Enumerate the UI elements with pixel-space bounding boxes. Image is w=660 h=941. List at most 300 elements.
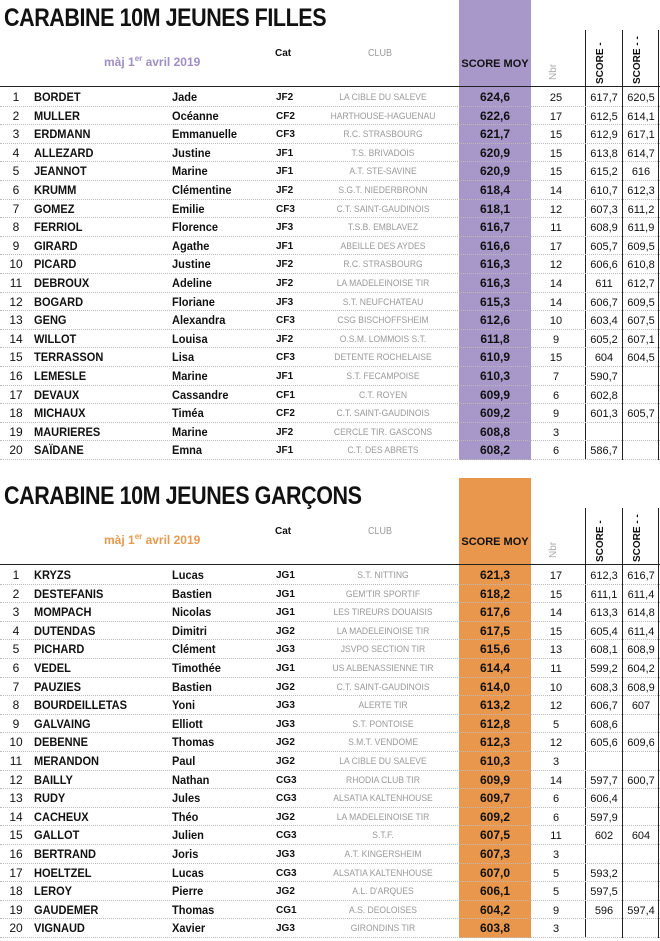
category-cell: JF3 <box>276 296 294 308</box>
boys-update-sup: er <box>134 532 143 541</box>
rank-cell: 3 <box>12 605 20 620</box>
score-minus-2-cell: 611,9 <box>627 222 655 235</box>
average-score-cell: 620,9 <box>479 164 511 179</box>
firstname-cell: Jade <box>172 90 198 104</box>
club-cell: LES TIREURS DOUAISIS <box>333 607 433 619</box>
score-minus-1-cell: 604 <box>594 352 614 365</box>
girls-header-nbr: Nbr <box>548 63 559 80</box>
category-cell: JG1 <box>276 588 295 600</box>
score-minus-2-cell: 608,9 <box>627 644 655 657</box>
count-cell: 5 <box>552 886 560 899</box>
average-score-cell: 614,4 <box>479 661 511 675</box>
surname-cell: PICHARD <box>34 642 85 657</box>
average-score-cell: 612,8 <box>479 716 511 731</box>
firstname-cell: Nicolas <box>172 605 212 620</box>
count-cell: 3 <box>552 849 560 861</box>
girls-update-prefix: màj 1 <box>104 55 135 69</box>
average-score-cell: 617,6 <box>479 605 511 620</box>
category-cell: CF2 <box>276 110 295 122</box>
club-cell: US ALBENASSIENNE TIR <box>332 663 434 674</box>
club-cell: C.T. SAINT-GAUDINOIS <box>336 681 430 693</box>
count-cell: 10 <box>549 315 563 328</box>
firstname-cell: Bastien <box>172 679 212 694</box>
category-cell: CF1 <box>276 389 295 401</box>
category-cell: CF3 <box>276 129 295 141</box>
surname-cell: MERANDON <box>34 754 100 768</box>
firstname-cell: Emna <box>172 443 203 458</box>
count-cell: 25 <box>549 92 563 104</box>
rank-cell: 19 <box>9 424 23 439</box>
category-cell: CG1 <box>276 904 297 916</box>
score-minus-1-cell: 606,4 <box>590 793 618 806</box>
count-cell: 14 <box>549 774 563 787</box>
score-minus-2-cell: 620,5 <box>627 92 655 104</box>
count-cell: 15 <box>549 625 563 638</box>
rank-cell: 12 <box>9 294 23 309</box>
category-cell: JG3 <box>276 849 295 860</box>
category-cell: JG2 <box>276 737 295 749</box>
average-score-cell: 613,2 <box>479 698 511 713</box>
category-cell: CF3 <box>276 203 295 215</box>
score-minus-2-cell: 597,4 <box>627 904 655 917</box>
rank-cell: 14 <box>9 809 23 824</box>
boys-table-row <box>0 789 660 808</box>
club-cell: LA CIBLE DU SALEVE <box>339 756 427 767</box>
girls-table-row <box>0 255 660 274</box>
score-minus-1-cell: 597,7 <box>590 774 618 787</box>
count-cell: 14 <box>549 185 563 197</box>
firstname-cell: Océanne <box>172 108 219 123</box>
average-score-cell: 610,3 <box>479 754 511 768</box>
rank-cell: 8 <box>12 698 20 713</box>
category-cell: CF3 <box>276 315 295 327</box>
count-cell: 6 <box>552 389 560 402</box>
score-minus-1-cell: 599,2 <box>590 663 618 675</box>
category-cell: JG3 <box>276 923 295 935</box>
category-cell: JF1 <box>276 240 294 252</box>
club-cell: C.T. SAINT-GAUDINOIS <box>336 408 430 420</box>
score-minus-2-cell: 607 <box>631 700 651 713</box>
firstname-cell: Alexandra <box>172 313 226 328</box>
girls-table-row <box>0 200 660 219</box>
surname-cell: DEBENNE <box>34 735 88 750</box>
count-cell: 6 <box>552 811 560 824</box>
girls-header-score-2: SCORE - - <box>632 36 643 84</box>
average-score-cell: 616,7 <box>479 220 511 235</box>
club-cell: A.L. D'ARQUES <box>352 886 414 898</box>
score-minus-1-cell: 606,7 <box>590 700 618 713</box>
count-cell: 9 <box>552 904 560 917</box>
average-score-cell: 609,2 <box>479 406 511 421</box>
average-score-cell: 609,2 <box>479 809 511 824</box>
score-minus-1-cell: 605,4 <box>590 625 618 638</box>
average-score-cell: 610,3 <box>479 369 511 383</box>
count-cell: 11 <box>550 663 562 675</box>
average-score-cell: 603,8 <box>479 921 511 936</box>
firstname-cell: Nathan <box>172 772 210 787</box>
girls-header-cat: Cat <box>275 48 292 59</box>
average-score-cell: 607,3 <box>479 847 511 861</box>
score-minus-1-cell: 610,7 <box>590 185 618 197</box>
count-cell: 3 <box>552 923 560 936</box>
boys-table-row <box>0 733 660 752</box>
average-score-cell: 624,6 <box>479 90 511 104</box>
score-minus-2-cell: 612,3 <box>627 185 655 197</box>
score-minus-2-cell: 616 <box>631 166 651 179</box>
firstname-cell: Emilie <box>172 201 205 216</box>
count-cell: 5 <box>552 718 560 731</box>
club-cell: JSVPO SECTION TIR <box>340 644 426 656</box>
category-cell: JG2 <box>276 756 295 767</box>
score-minus-1-cell: 617,7 <box>590 92 618 104</box>
club-cell: O.S.M. LOMMOIS S.T. <box>339 333 427 345</box>
category-cell: CF2 <box>276 408 295 420</box>
girls-table-row <box>0 404 660 423</box>
club-cell: C.T. ROYEN <box>359 389 407 401</box>
surname-cell: MICHAUX <box>34 406 86 421</box>
girls-header-divider <box>0 86 660 87</box>
firstname-cell: Xavier <box>172 921 206 936</box>
count-cell: 7 <box>552 371 560 383</box>
average-score-cell: 608,8 <box>479 424 511 439</box>
score-minus-2-cell: 616,7 <box>627 570 655 582</box>
club-cell: RHODIA CLUB TIR <box>346 774 420 786</box>
score-minus-1-cell: 597,5 <box>590 886 618 899</box>
firstname-cell: Clémentine <box>172 183 232 197</box>
club-cell: ABEILLE DES AYDES <box>340 240 426 252</box>
firstname-cell: Paul <box>172 754 196 768</box>
girls-table-row <box>0 237 660 256</box>
boys-update-prefix: màj 1 <box>104 533 135 547</box>
surname-cell: KRUMM <box>34 183 77 197</box>
surname-cell: TERRASSON <box>34 350 104 365</box>
category-cell: JG1 <box>276 663 295 674</box>
rank-cell: 20 <box>9 921 23 936</box>
category-cell: JF1 <box>276 445 294 457</box>
category-cell: CG3 <box>276 830 297 842</box>
score-minus-1-cell: 605,7 <box>590 240 618 253</box>
firstname-cell: Thomas <box>172 735 215 750</box>
surname-cell: GOMEZ <box>34 201 75 216</box>
boys-update-suffix: avril 2019 <box>142 533 201 547</box>
score-minus-2-cell: 614,1 <box>627 110 655 123</box>
score-minus-2-cell: 604 <box>631 830 651 843</box>
girls-table-row <box>0 293 660 312</box>
category-cell: CG3 <box>276 774 297 786</box>
surname-cell: DEBROUX <box>34 276 90 290</box>
score-minus-1-cell: 603,4 <box>590 315 618 328</box>
score-minus-2-cell: 607,1 <box>627 333 655 346</box>
count-cell: 3 <box>552 426 560 439</box>
average-score-cell: 612,6 <box>479 313 511 328</box>
score-minus-1-cell: 608,3 <box>590 681 618 694</box>
firstname-cell: Marine <box>172 369 208 383</box>
score-minus-2-cell: 607,5 <box>627 315 655 328</box>
count-cell: 15 <box>549 129 563 142</box>
rank-cell: 6 <box>12 183 20 197</box>
category-cell: JG2 <box>276 625 295 637</box>
rank-cell: 16 <box>9 847 23 861</box>
average-score-cell: 617,5 <box>479 623 511 638</box>
score-minus-1-cell: 596 <box>594 904 614 917</box>
rank-cell: 10 <box>9 257 23 272</box>
boys-table-row <box>0 771 660 790</box>
average-score-cell: 616,3 <box>479 276 511 290</box>
count-cell: 14 <box>549 296 563 309</box>
rank-cell: 15 <box>9 828 23 843</box>
girls-header-score-1: SCORE - <box>595 42 606 84</box>
row-separator <box>0 937 660 938</box>
surname-cell: BOGARD <box>34 294 84 309</box>
score-minus-2-cell: 609,5 <box>627 296 655 309</box>
score-minus-1-cell: 597,9 <box>590 811 618 824</box>
count-cell: 11 <box>550 830 562 843</box>
rank-cell: 9 <box>12 716 20 731</box>
firstname-cell: Thomas <box>172 902 215 917</box>
firstname-cell: Dimitri <box>172 623 207 638</box>
score-minus-1-cell: 590,7 <box>590 371 618 383</box>
count-cell: 14 <box>549 607 563 620</box>
average-score-cell: 610,9 <box>479 350 511 365</box>
boys-header-score: SCORE MOY <box>461 536 529 548</box>
rank-cell: 11 <box>9 754 23 768</box>
surname-cell: FERRIOL <box>34 220 83 235</box>
rank-cell: 16 <box>9 369 23 383</box>
surname-cell: DESTEFANIS <box>34 586 104 601</box>
boys-table-row <box>0 659 660 678</box>
surname-cell: MOMPACH <box>34 605 92 620</box>
score-minus-2-cell: 605,7 <box>627 408 655 421</box>
rank-cell: 7 <box>12 201 20 216</box>
girls-table-row <box>0 218 660 237</box>
score-minus-2-cell: 604,2 <box>627 663 655 675</box>
club-cell: C.T. DES ABRETS <box>347 445 419 457</box>
category-cell: CF3 <box>276 352 295 364</box>
average-score-cell: 620,9 <box>479 145 511 160</box>
boys-table-row <box>0 622 660 641</box>
girls-update-date <box>104 54 200 69</box>
firstname-cell: Cassandre <box>172 387 229 402</box>
rank-cell: 12 <box>9 772 23 787</box>
category-cell: CG3 <box>276 867 297 879</box>
rank-cell: 10 <box>9 735 23 750</box>
surname-cell: MULLER <box>34 108 80 123</box>
boys-table-row <box>0 901 660 920</box>
score-minus-1-cell: 611 <box>595 278 613 290</box>
average-score-cell: 618,1 <box>479 201 511 216</box>
score-minus-2-cell: 608,9 <box>627 681 655 694</box>
boys-table-row <box>0 640 660 659</box>
score-minus-1-cell: 605,6 <box>590 737 618 750</box>
club-cell: LA MADELEINOISE TIR <box>336 278 430 289</box>
surname-cell: VIGNAUD <box>34 921 85 936</box>
surname-cell: BOURDEILLETAS <box>34 698 128 713</box>
surname-cell: MAURIERES <box>34 424 101 439</box>
category-cell: JG2 <box>276 886 295 898</box>
surname-cell: WILLOT <box>34 331 77 346</box>
category-cell: JF2 <box>276 426 294 438</box>
score-minus-2-cell: 611,4 <box>627 625 655 638</box>
count-cell: 12 <box>549 259 563 272</box>
average-score-cell: 607,0 <box>479 865 511 880</box>
club-cell: S.M.T. VENDOME <box>348 737 418 749</box>
surname-cell: DEVAUX <box>34 387 80 402</box>
boys-update-date <box>104 532 200 547</box>
count-cell: 12 <box>549 737 563 750</box>
average-score-cell: 609,9 <box>479 387 511 402</box>
average-score-cell: 612,3 <box>479 735 511 750</box>
score-minus-1-cell: 608,1 <box>590 644 618 657</box>
firstname-cell: Adeline <box>172 276 212 290</box>
count-cell: 15 <box>549 166 563 179</box>
girls-update-suffix: avril 2019 <box>142 55 201 69</box>
boys-table-row <box>0 919 660 938</box>
count-cell: 13 <box>549 644 563 657</box>
average-score-cell: 615,3 <box>479 294 511 309</box>
boys-header-club: CLUB <box>368 526 393 537</box>
rank-cell: 19 <box>9 902 23 917</box>
boys-header-nbr: Nbr <box>548 541 559 558</box>
firstname-cell: Justine <box>172 145 211 160</box>
surname-cell: BORDET <box>34 90 81 104</box>
score-minus-2-cell: 611,2 <box>627 203 655 216</box>
girls-table-row <box>0 367 660 386</box>
average-score-cell: 618,4 <box>479 183 511 197</box>
score-minus-2-cell: 614,7 <box>627 147 655 160</box>
firstname-cell: Agathe <box>172 238 210 253</box>
average-score-cell: 607,5 <box>479 828 511 843</box>
boys-header-cat: Cat <box>275 526 292 537</box>
category-cell: JF2 <box>276 92 294 103</box>
club-cell: GEM'TIR SPORTIF <box>345 588 421 600</box>
surname-cell: ALLEZARD <box>34 145 94 160</box>
surname-cell: SAÏDANE <box>34 443 84 458</box>
category-cell: JG3 <box>276 700 295 712</box>
surname-cell: BAILLY <box>34 772 73 787</box>
count-cell: 14 <box>549 278 563 290</box>
average-score-cell: 609,7 <box>479 791 511 806</box>
boys-table-row <box>0 715 660 734</box>
girls-header-club: CLUB <box>368 48 393 59</box>
average-score-cell: 616,6 <box>479 238 511 253</box>
surname-cell: BERTRAND <box>34 847 96 861</box>
score-minus-1-cell: 612,9 <box>590 129 618 142</box>
rank-cell: 17 <box>9 387 23 402</box>
count-cell: 3 <box>552 756 560 768</box>
firstname-cell: Timothée <box>172 661 221 675</box>
score-minus-1-cell: 593,2 <box>590 867 618 880</box>
girls-title: CARABINE 10M JEUNES FILLES <box>4 4 327 32</box>
score-minus-1-cell: 586,7 <box>590 445 618 458</box>
club-cell: R.C. STRASBOURG <box>343 129 423 141</box>
firstname-cell: Louisa <box>172 331 208 346</box>
rank-cell: 1 <box>12 90 20 104</box>
rank-cell: 1 <box>12 568 20 582</box>
surname-cell: GAUDEMER <box>34 902 99 917</box>
category-cell: JF2 <box>276 185 294 196</box>
rank-cell: 14 <box>9 331 23 346</box>
average-score-cell: 604,2 <box>479 902 511 917</box>
club-cell: ALSATIA KALTENHOUSE <box>333 867 433 879</box>
club-cell: CSG BISCHOFFSHEIM <box>337 315 429 327</box>
club-cell: S.T. FECAMPOISE <box>346 371 420 382</box>
rank-cell: 20 <box>9 443 23 458</box>
category-cell: JF2 <box>276 278 294 289</box>
rank-cell: 13 <box>9 313 23 328</box>
category-cell: JG3 <box>276 718 295 730</box>
count-cell: 17 <box>549 570 563 582</box>
rank-cell: 6 <box>12 661 20 675</box>
club-cell: DETENTE ROCHELAISE <box>334 352 432 364</box>
count-cell: 15 <box>549 147 563 160</box>
count-cell: 12 <box>549 700 563 713</box>
score-minus-2-cell: 604,5 <box>627 352 655 365</box>
rank-cell: 4 <box>12 623 20 638</box>
club-cell: R.C. STRASBOURG <box>343 259 423 271</box>
boys-header-score-2: SCORE - - <box>632 514 643 562</box>
firstname-cell: Justine <box>172 257 211 272</box>
count-cell: 6 <box>552 445 560 458</box>
boys-table-row <box>0 585 660 604</box>
firstname-cell: Joris <box>172 847 199 861</box>
firstname-cell: Julien <box>172 828 204 843</box>
boys-table-row <box>0 826 660 845</box>
club-cell: GIRONDINS TIR <box>350 923 416 935</box>
boys-title: CARABINE 10M JEUNES GARÇONS <box>4 482 362 510</box>
surname-cell: VEDEL <box>34 661 71 675</box>
club-cell: ALERTE TIR <box>358 700 408 712</box>
firstname-cell: Jules <box>172 791 201 806</box>
count-cell: 9 <box>552 408 560 421</box>
firstname-cell: Bastien <box>172 586 212 601</box>
count-cell: 17 <box>549 110 563 123</box>
score-minus-2-cell: 611,4 <box>627 588 655 601</box>
score-minus-2-cell: 610,8 <box>627 259 655 272</box>
firstname-cell: Théo <box>172 809 199 824</box>
average-score-cell: 606,1 <box>479 884 511 899</box>
firstname-cell: Elliott <box>172 716 203 731</box>
rank-cell: 17 <box>9 865 23 880</box>
girls-table-row <box>0 274 660 293</box>
surname-cell: DUTENDAS <box>34 623 96 638</box>
category-cell: JF1 <box>276 166 294 178</box>
score-minus-1-cell: 613,3 <box>590 607 618 620</box>
club-cell: S.T. NEUFCHATEAU <box>342 296 424 308</box>
category-cell: CG3 <box>276 793 297 805</box>
score-minus-1-cell: 607,3 <box>590 203 618 216</box>
club-cell: A.T. STE-SAVINE <box>349 166 417 178</box>
girls-update-sup: er <box>134 54 143 63</box>
firstname-cell: Lucas <box>172 568 204 582</box>
surname-cell: JEANNOT <box>34 164 87 179</box>
surname-cell: LEROY <box>34 884 73 899</box>
surname-cell: HOELTZEL <box>34 865 92 880</box>
boys-table-row <box>0 845 660 864</box>
surname-cell: GENG <box>34 313 67 328</box>
rank-cell: 5 <box>12 164 20 179</box>
score-minus-2-cell: 612,7 <box>627 278 655 290</box>
average-score-cell: 615,6 <box>479 642 511 657</box>
score-minus-1-cell: 605,2 <box>590 333 618 346</box>
girls-table-row <box>0 162 660 181</box>
rank-cell: 4 <box>12 145 20 160</box>
firstname-cell: Marine <box>172 164 208 179</box>
boys-header-score-1: SCORE - <box>595 520 606 562</box>
surname-cell: PICARD <box>34 257 77 272</box>
club-cell: CERCLE TIR. GASCONS <box>333 426 433 438</box>
count-cell: 17 <box>549 240 563 253</box>
firstname-cell: Clément <box>172 642 216 657</box>
